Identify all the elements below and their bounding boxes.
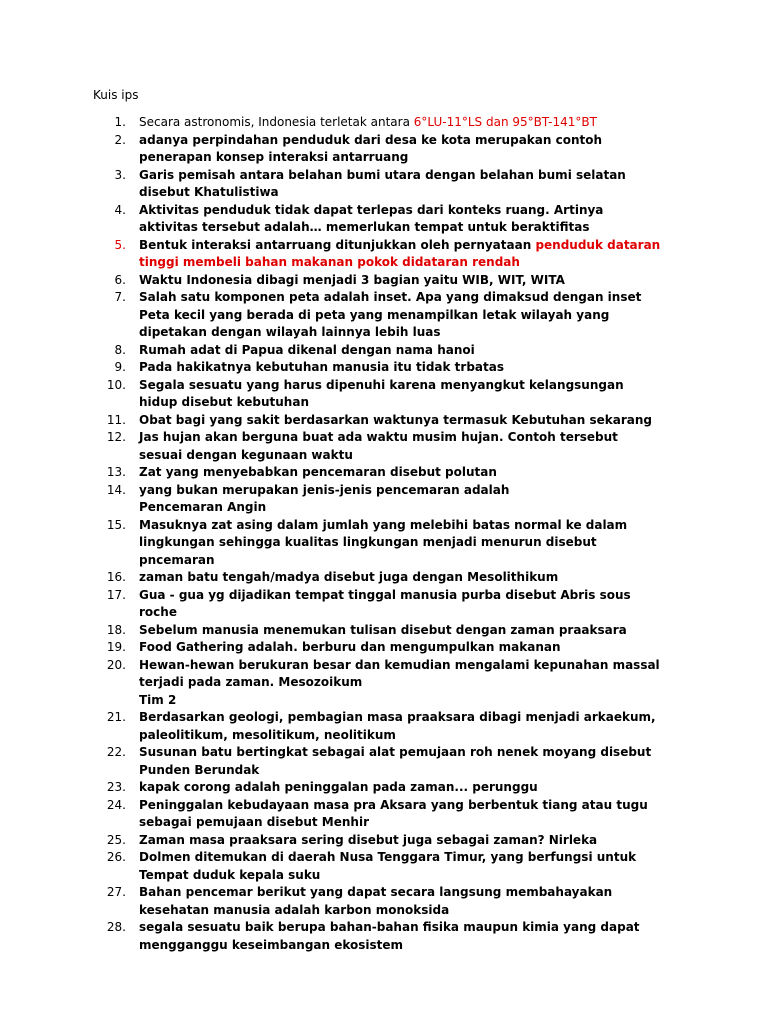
- list-item: [93, 569, 663, 587]
- list-item: [93, 237, 663, 272]
- item-number: 8.: [114, 342, 126, 357]
- item-text: [139, 359, 663, 377]
- item-text: [139, 569, 663, 587]
- item-number: 20.: [106, 657, 126, 672]
- list-item: [93, 412, 663, 430]
- item-text-main: Garis pemisah antara belahan bumi utara dengan belahan bumi selatan disebut Khatulistiwa: [139, 167, 626, 199]
- list-item: [93, 709, 663, 744]
- item-number: 2.: [114, 132, 126, 147]
- list-item: [93, 587, 663, 622]
- item-text-main: Obat bagi yang sakit berdasarkan waktunya termasuk Kebutuhan sekarang: [139, 412, 652, 427]
- list-item: [93, 289, 663, 342]
- list-item: [93, 464, 663, 482]
- item-number: 23.: [106, 780, 126, 794]
- item-text: [139, 709, 663, 744]
- item-text-main: Bentuk interaksi antarruang ditunjukkan oleh pernyataan: [139, 237, 536, 252]
- item-subline: Pencemaran Angin: [139, 500, 267, 514]
- item-text: [139, 237, 663, 272]
- item-text-main: Waktu Indonesia dibagi menjadi 3 bagian yaitu WIB, WIT, WITA: [139, 272, 565, 287]
- item-text-main: Jas hujan akan berguna buat ada waktu musim hujan. Contoh tersebut sesuai dengan kegunaan waktu: [139, 430, 618, 462]
- list-item: [93, 832, 663, 850]
- item-text-main: Pada hakikatnya kebutuhan manusia itu tidak trbatas: [139, 360, 504, 374]
- item-number: 17.: [106, 587, 126, 602]
- item-text-main: Segala sesuatu yang harus dipenuhi karena menyangkut kelangsungan hidup disebut kebutuhan: [139, 377, 624, 409]
- list-item: [93, 114, 663, 132]
- item-text-main: Zaman masa praaksara sering disebut juga sebagai zaman? Nirleka: [139, 832, 598, 847]
- list-item: [93, 377, 663, 412]
- item-text: [139, 797, 663, 832]
- item-text: [139, 377, 663, 412]
- item-text: [139, 132, 663, 167]
- item-text-main: kapak corong adalah peninggalan pada zaman... perunggu: [139, 780, 538, 794]
- item-text-main: Susunan batu bertingkat sebagai alat pemujaan roh nenek moyang disebut Punden Berundak: [139, 745, 652, 777]
- item-text: [139, 884, 663, 919]
- item-text: [139, 849, 663, 884]
- item-text-main: Sebelum manusia menemukan tulisan disebut dengan zaman praaksara: [139, 622, 627, 637]
- item-text-main: Bahan pencemar berikut yang dapat secara langsung membahayakan kesehatan manusia adalah karbon monoksida: [139, 885, 613, 917]
- item-number: 7.: [114, 290, 126, 304]
- item-number: 14.: [106, 482, 126, 497]
- list-item: [93, 779, 663, 797]
- item-number: 3.: [114, 167, 126, 182]
- item-subline: Tim 2: [139, 692, 177, 707]
- item-text-main: Dolmen ditemukan di daerah Nusa Tenggara Timur, yang berfungsi untuk Tempat duduk kepala suku: [139, 850, 637, 882]
- item-text: [139, 464, 663, 482]
- item-text-main: Berdasarkan geologi, pembagian masa praaksara dibagi menjadi arkaekum, paleolitikum, mesolitikum, neolitikum: [139, 710, 656, 742]
- item-number: 6.: [114, 272, 126, 287]
- item-number: 28.: [106, 920, 126, 934]
- item-text: [139, 167, 663, 202]
- item-text: [139, 744, 663, 779]
- item-number: 1.: [114, 115, 126, 129]
- item-number: 5.: [114, 237, 126, 252]
- item-number: 11.: [106, 412, 126, 427]
- item-text-main: Gua - gua yg dijadikan tempat tinggal manusia purba disebut Abris sous roche: [139, 587, 631, 619]
- item-number: 26.: [106, 850, 126, 864]
- item-number: 18.: [106, 622, 126, 637]
- item-text: [139, 779, 663, 797]
- item-number: 9.: [114, 360, 126, 374]
- item-text-main: Secara astronomis, Indonesia terletak antara: [139, 115, 414, 129]
- item-text: [139, 919, 663, 954]
- item-text: [139, 114, 663, 132]
- item-number: 16.: [106, 570, 126, 584]
- item-number: 25.: [106, 832, 126, 847]
- item-text: [139, 587, 663, 622]
- item-number: 21.: [106, 710, 126, 724]
- list-item: [93, 657, 663, 710]
- item-text: [139, 482, 663, 500]
- item-text: [139, 622, 663, 640]
- item-number: 13.: [106, 465, 126, 479]
- item-number: 19.: [106, 640, 126, 654]
- item-number: 10.: [106, 377, 126, 392]
- item-number: 12.: [106, 430, 126, 444]
- list-item: [93, 622, 663, 640]
- item-text-main: segala sesuatu baik berupa bahan-bahan fisika maupun kimia yang dapat mengganggu keseimbangan ekosistem: [139, 920, 640, 952]
- item-text: [139, 639, 663, 657]
- list-item: [93, 359, 663, 377]
- item-text-main: adanya perpindahan penduduk dari desa ke kota merupakan contoh penerapan konsep interaksi antarruang: [139, 132, 603, 164]
- list-item: [93, 272, 663, 290]
- list-item: [93, 517, 663, 570]
- item-text: [139, 202, 663, 237]
- item-number: 15.: [106, 517, 126, 532]
- item-text: [139, 517, 663, 570]
- item-text-main: Hewan-hewan berukuran besar dan kemudian mengalami kepunahan massal terjadi pada zaman. Mesozoikum: [139, 657, 660, 689]
- item-text-main: Peninggalan kebudayaan masa pra Aksara yang berbentuk tiang atau tugu sebagai pemujaan disebut Menhir: [139, 797, 648, 829]
- list-item: [93, 797, 663, 832]
- item-number: 24.: [106, 797, 126, 812]
- item-text-main: Zat yang menyebabkan pencemaran disebut polutan: [139, 465, 497, 479]
- list-item: [93, 919, 663, 954]
- list-item: [93, 744, 663, 779]
- item-number: 27.: [106, 885, 126, 899]
- item-text: [139, 657, 663, 692]
- item-text: [139, 429, 663, 464]
- item-number: 22.: [106, 745, 126, 759]
- item-text-highlight: penduduk dataran tinggi membeli bahan makanan pokok didataran rendah: [139, 237, 661, 269]
- item-text-highlight: 6°LU-11°LS dan 95°BT-141°BT: [413, 115, 597, 129]
- item-text-main: Masuknya zat asing dalam jumlah yang melebihi batas normal ke dalam lingkungan sehingga kualitas lingkungan menjadi menurun disebut pncemaran: [139, 517, 628, 567]
- item-text-main: Rumah adat di Papua dikenal dengan nama hanoi: [139, 342, 475, 357]
- item-text: [139, 412, 663, 430]
- list-item: [93, 482, 663, 517]
- list-item: [93, 849, 663, 884]
- list-item: [93, 639, 663, 657]
- list-item: [93, 132, 663, 167]
- list-item: [93, 429, 663, 464]
- document-title: Kuis ips: [93, 88, 139, 102]
- item-text-main: Aktivitas penduduk tidak dapat terlepas dari konteks ruang. Artinya aktivitas tersebut adalah… memerlukan tempat untuk beraktifitas: [139, 202, 604, 234]
- item-text-main: yang bukan merupakan jenis-jenis pencemaran adalah: [139, 482, 510, 497]
- question-list: [93, 114, 663, 954]
- item-number: 4.: [114, 202, 126, 217]
- item-text-main: Salah satu komponen peta adalah inset. Apa yang dimaksud dengan inset Peta kecil yang berada di peta yang menampilkan letak wilayah yang dipetakan dengan wilayah lainnya lebih luas: [139, 290, 642, 339]
- item-text-main: zaman batu tengah/madya disebut juga dengan Mesolithikum: [139, 570, 559, 584]
- list-item: [93, 342, 663, 360]
- item-text: [139, 272, 663, 290]
- list-item: [93, 167, 663, 202]
- list-item: [93, 202, 663, 237]
- item-text: [139, 289, 663, 342]
- item-text: [139, 342, 663, 360]
- list-item: [93, 884, 663, 919]
- item-text: [139, 832, 663, 850]
- item-text-main: Food Gathering adalah. berburu dan mengumpulkan makanan: [139, 640, 561, 654]
